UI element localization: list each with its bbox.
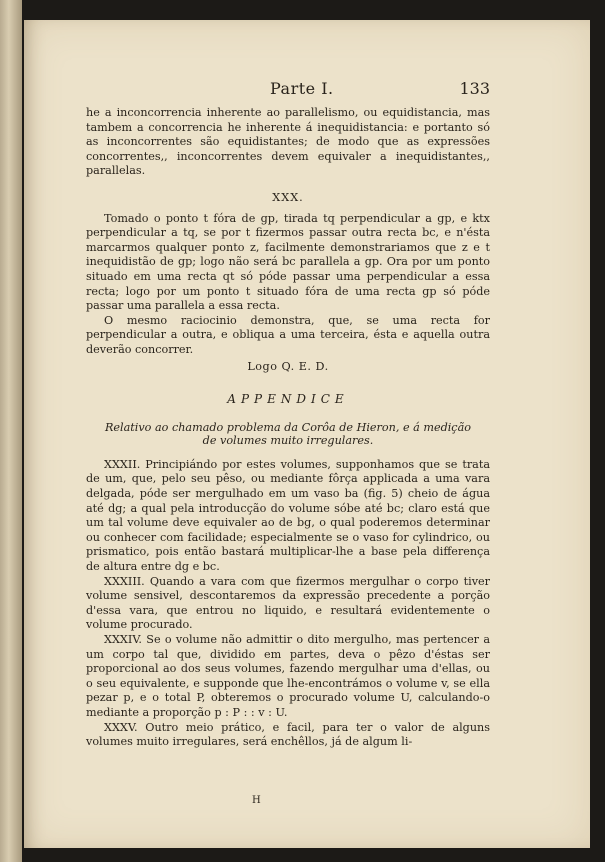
- appendix-heading: APPENDICE: [227, 392, 349, 407]
- page-number: 133: [459, 79, 490, 98]
- running-title: Parte I.: [270, 79, 334, 98]
- paragraph-corollary: O mesmo raciocinio demonstra, que, se uma recta for perpendicular a outra, e obliqua a uma terceira, ésta e aquella outra deverão concorrer.: [86, 313, 490, 356]
- paragraph-xxxii: XXXII. Principiándo por estes volumes, supponhamos que se trata de um, que, pelo seu pêso, ou mediante fôrça applicada a uma vara delgada, póde ser mergulhado em um vaso ba (fig. 5) cheio de água até dg; a qual pela introducção do volume sóbe até bc; claro está que um tal volume deve equivaler ao de bg, o qual poderemos determinar ou conhecer com facilidade; especialmente se o vaso for cylindrico, ou prismatico, pois então bastará multiplicar-lhe a base pela differença de altura entre dg e bc.: [86, 457, 490, 574]
- book-page: [24, 20, 590, 848]
- page-body: [86, 106, 490, 750]
- qed-line: Logo Q. E. D.: [247, 359, 329, 373]
- paragraph-continuation: he a inconcorrencia inherente ao parallelismo, ou equidistancia, mas tambem a concorrencia he inherente á inequidistancia: e portanto só as inconcorrentes são equidistantes; de modo que as expressões concorrentes,, inconcorrentes devem equivaler a inequidistantes,, parallelas.: [86, 106, 490, 178]
- signature-mark: H: [252, 795, 261, 806]
- paragraph-xxxiii: XXXIII. Quando a vara com que fizermos mergulhar o corpo tiver volume sensivel, descontaremos da expressão precedente a porção d'essa vara, que entrou no liquido, e resultará evidentemente o volume procurado.: [86, 574, 490, 632]
- paragraph-xxxv: XXXV. Outro meio prático, e facil, para ter o valor de alguns volumes muito irregulares, será enchêllos, já de algum li-: [86, 720, 490, 749]
- book-spine: [0, 0, 22, 862]
- page-header: [86, 79, 490, 106]
- appendix-subtitle: Relativo ao chamado problema da Corôa de Hieron, e á medição de volumes muito irregulares.: [105, 420, 471, 448]
- paragraph-theorem: Tomado o ponto t fóra de gp, tirada tq perpendicular a gp, e ktx perpendicular a tq, se por t fizermos passar outra recta bc, e n'ésta marcarmos qualquer ponto z, facilmente demonstrariamos que z e t inequidistão de gp; logo não será bc parallela a gp. Ora por um ponto situado em uma recta qt só póde passar uma perpendicular a essa recta; logo por um ponto t situado fóra de uma recta gp só póde passar uma parallela a essa recta.: [86, 211, 490, 313]
- paragraph-xxxiv: XXXIV. Se o volume não admittir o dito mergulho, mas pertencer a um corpo tal que, dividido em partes, deva o pêzo d'éstas ser proporcional ao dos seus volumes, fazendo mergulhar uma d'ellas, ou o seu equivalente, e supponde que lhe-encontrámos o volume v, se ella pezar p, e o total P, obteremos o procurado volume U, calculando-o mediante a proporção p : P : : v : U.: [86, 633, 490, 719]
- section-heading-xxx: XXX.: [272, 190, 304, 204]
